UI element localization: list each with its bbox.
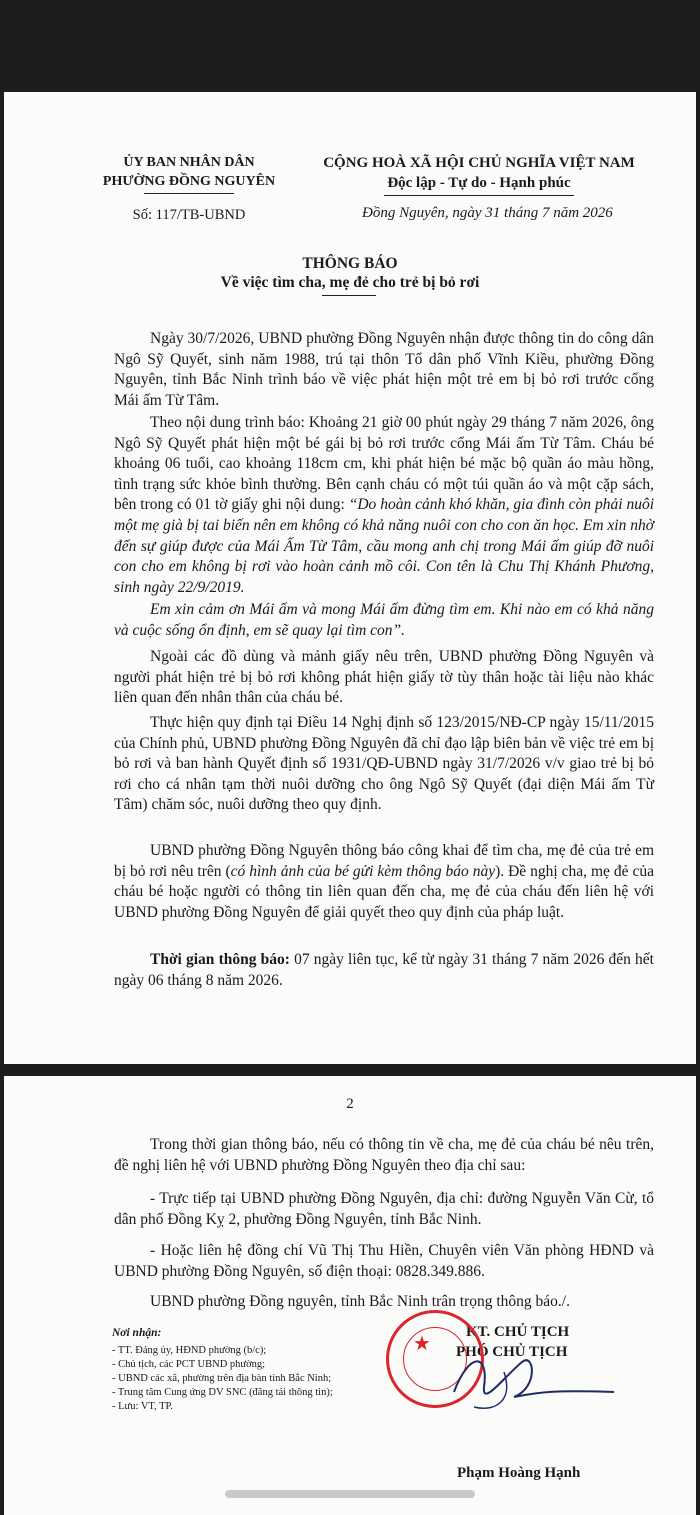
- details-text: Theo nội dung trình báo: Khoảng 21 giờ 00 phút ngày 29 tháng 7 năm 2026, ông Ngô Sỹ Quyết phát hiện một bé gái bị bỏ rơi trước cổng Mái ấm Từ Tâm. Cháu bé khoảng 06 tuổi, cao khoảng 118cm cm, khi phát hiện bé mặc bộ quần áo màu hồng, tình trạng sức khỏe bình thường. Bên cạnh cháu có một túi quần áo và một cặp sách, bên trong có 01 tờ giấy ghi nội dung:: [114, 414, 654, 514]
- notice-period-text: 07 ngày liên tục, kể từ ngày 31 tháng 7 năm 2026 đến hết ngày 06 tháng 8 năm 2026.: [114, 951, 654, 989]
- issuer-line-2: PHƯỜNG ĐỒNG NGUYÊN: [102, 174, 276, 189]
- document-number: Số: 117/TB-UBND: [132, 207, 246, 223]
- announcement-text-a: UBND phường Đồng Nguyên thông báo công khai để tìm cha, mẹ đẻ của trẻ em bị bỏ rơi nêu trên (: [114, 842, 654, 880]
- signature-title-1: KT. CHỦ TỊCH: [466, 1324, 570, 1340]
- star-icon: ★: [413, 1333, 431, 1355]
- subtitle-underline: [322, 295, 376, 296]
- announcement-text-b: ). Đề nghị cha, mẹ đẻ của cháu bé hoặc người có thông tin liên quan đến cha, mẹ đẻ của cháu đến liên hệ với UBND phường Đồng Nguyên để giải quyết theo quy định của pháp luật.: [114, 862, 654, 921]
- signer-name: Phạm Hoàng Hạnh: [457, 1465, 581, 1481]
- signature-mark: [444, 1332, 624, 1422]
- nation-line-1: CỘNG HOÀ XÃ HỘI CHỦ NGHĨA VIỆT NAM: [323, 155, 635, 171]
- signature-title-2: PHÓ CHỦ TỊCH: [456, 1344, 568, 1360]
- issuer-line-1: ỦY BAN NHÂN DÂN: [123, 155, 255, 170]
- notice-period-label: Thời gian thông báo:: [150, 951, 290, 968]
- announcement-photo-note: có hình ảnh của bé gửi kèm thông báo này: [230, 862, 496, 880]
- paragraph-details: [114, 413, 654, 598]
- document-page-1: [4, 92, 696, 1064]
- recipient-item: - Trung tâm Cung ứng DV SNC (đăng tải thông tin);: [112, 1387, 333, 1398]
- notice-subtitle: Về việc tìm cha, mẹ đẻ cho trẻ bị bỏ rơi: [220, 274, 480, 291]
- paragraph-announcement: [114, 841, 654, 923]
- paragraph-notice-period: [114, 950, 654, 991]
- paragraph-contact-intro: Trong thời gian thông báo, nếu có thông tin về cha, mẹ đẻ của cháu bé nêu trên, đề nghị liên hệ với UBND phường Đồng Nguyên theo địa chỉ sau:: [114, 1136, 654, 1174]
- issuer-underline: [144, 193, 234, 194]
- paragraph-closing: UBND phường Đồng nguyên, tỉnh Bắc Ninh trân trọng thông báo./.: [150, 1293, 570, 1310]
- note-quote: “Do hoàn cảnh khó khăn, gia đình còn phải nuôi một mẹ già bị tai biến nên em không có khả năng nuôi con cho con ăn học. Em xin nhờ đến sự giúp được của Mái Ấm Từ Tâm, cầu mong anh chị trong Mái ấm giúp đỡ nuôi con cho em không bị rơi vào hoàn cảnh mồ côi. Con tên là Chu Thị Khánh Phương, sinh ngày 22/9/2019.: [114, 496, 654, 596]
- nation-underline: [384, 195, 574, 196]
- document-page-2: [4, 1076, 696, 1515]
- home-indicator[interactable]: [225, 1490, 475, 1498]
- paragraph-report: Ngày 30/7/2026, UBND phường Đồng Nguyên nhận được thông tin do công dân Ngô Sỹ Quyết, sinh năm 1988, trú tại thôn Tổ dân phố Vĩnh Kiều, phường Đồng Nguyên, tỉnh Bắc Ninh trình báo về việc phát hiện một trẻ em bị bỏ rơi trước cổng Mái ấm Từ Tâm.: [114, 330, 654, 409]
- notice-title: THÔNG BÁO: [302, 255, 398, 272]
- recipient-item: - Lưu: VT, TP.: [112, 1401, 173, 1412]
- place-and-date: Đồng Nguyên, ngày 31 tháng 7 năm 2026: [362, 205, 613, 221]
- nation-line-2: Độc lập - Tự do - Hạnh phúc: [387, 175, 571, 191]
- recipients-title: Nơi nhận:: [112, 1327, 162, 1339]
- paragraph-contact-person: - Hoặc liên hệ đồng chí Vũ Thị Thu Hiền, Chuyên viên Văn phòng HĐND và UBND phường Đồng Nguyên, số điện thoại: 0828.349.886.: [114, 1242, 654, 1280]
- paragraph-decision: Thực hiện quy định tại Điều 14 Nghị định số 123/2015/NĐ-CP ngày 15/11/2015 của Chính phủ, UBND phường Đồng Nguyên đã chỉ đạo lập biên bản về việc trẻ em bị bỏ rơi và ban hành Quyết định số 1931/QĐ-UBND ngày 31/7/2026 v/v giao trẻ bị bỏ rơi cho cá nhân tạm thời nuôi dưỡng cho ông Ngô Sỹ Quyết (đại diện Mái ấm Từ Tâm) chăm sóc, nuôi dưỡng theo quy định.: [114, 714, 654, 814]
- paragraph-note-end: Em xin cảm ơn Mái ấm và mong Mái ấm đừng tìm em. Khi nào em có khả năng và cuộc sống ổn định, em sẽ quay lại tìm con”.: [114, 601, 654, 639]
- paragraph-no-documents: Ngoài các đồ dùng và mảnh giấy nêu trên, UBND phường Đồng Nguyên và người phát hiện trẻ bị bỏ rơi không phát hiện giấy tờ tùy thân hoặc tài liệu nào khác liên quan đến nhân thân của cháu bé.: [114, 648, 654, 707]
- page-number: 2: [346, 1096, 354, 1112]
- paragraph-contact-address: - Trực tiếp tại UBND phường Đồng Nguyên, địa chỉ: đường Nguyễn Văn Cừ, tổ dân phố Đồng Kỵ 2, phường Đồng Nguyên, tỉnh Bắc Ninh.: [114, 1190, 654, 1228]
- recipient-item: - Chủ tịch, các PCT UBND phường;: [112, 1359, 266, 1370]
- recipient-item: - TT. Đảng ủy, HĐND phường (b/c);: [112, 1345, 267, 1356]
- recipient-item: - UBND các xã, phường trên địa bàn tỉnh Bắc Ninh;: [112, 1373, 332, 1384]
